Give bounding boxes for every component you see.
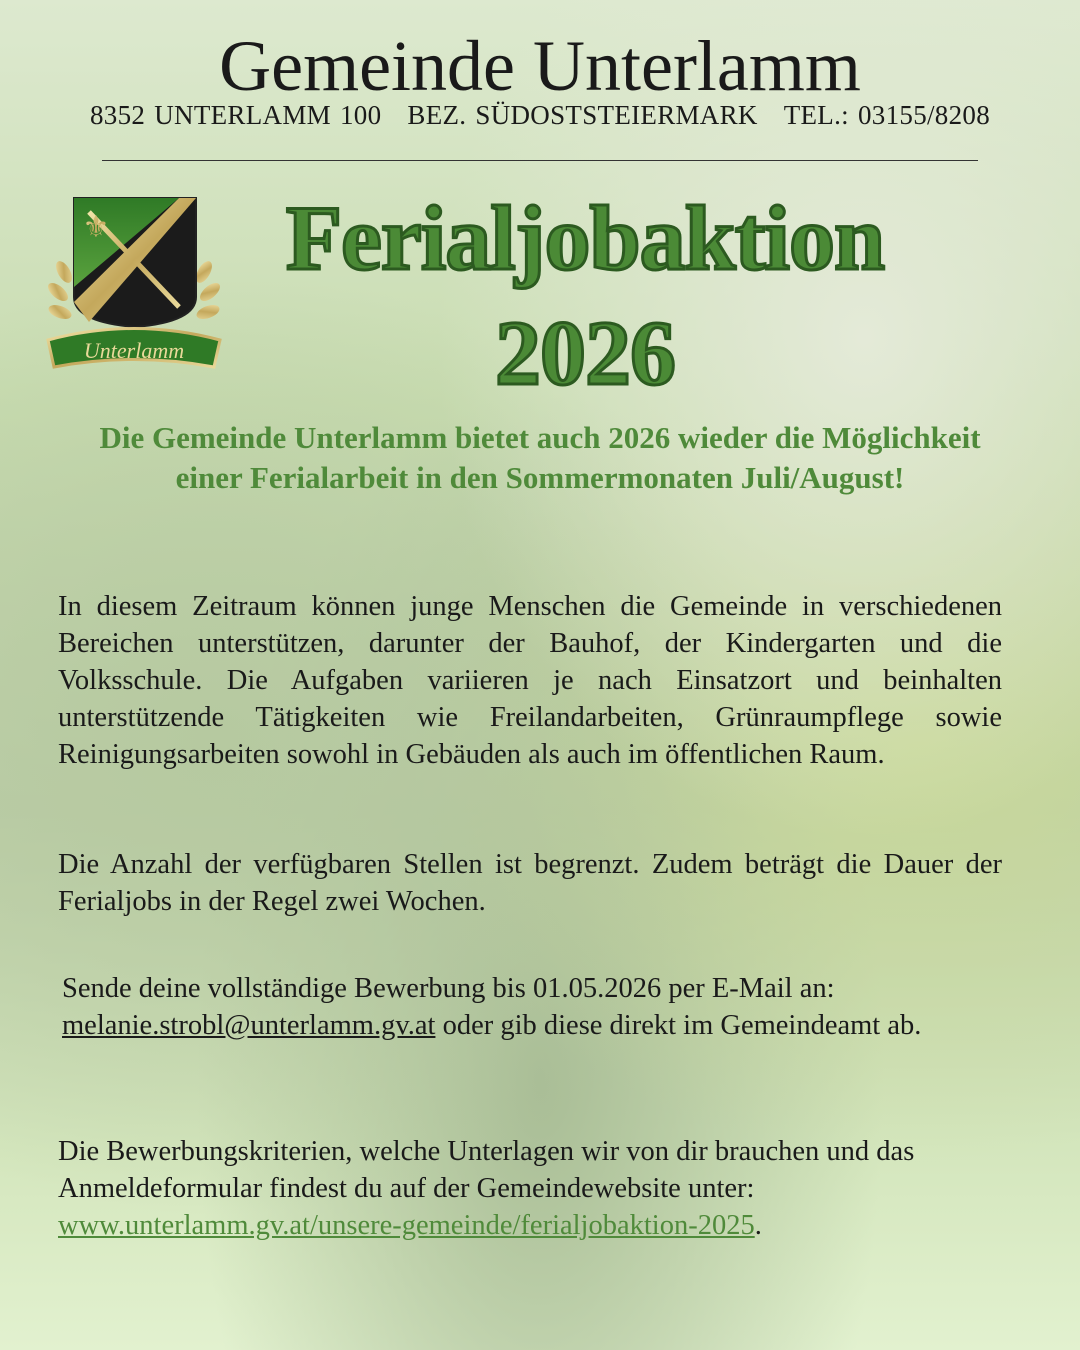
application-text-end: oder gib diese direkt im Gemeindeamt ab. (435, 1010, 922, 1041)
subtitle: Die Gemeinde Unterlamm bietet auch 2026 wieder die Möglichkeit einer Ferialarbeit in den Sommermonaten Juli/August! (99, 420, 981, 495)
criteria-text: Die Bewerbungskriterien, welche Unterlagen wir von dir brauchen und das Anmeldeformular findest du auf der Gemeindewebsite unter: (58, 1136, 915, 1204)
website-link[interactable]: www.unterlamm.gv.at/unsere-gemeinde/ferialjobaktion-2025 (58, 1210, 755, 1241)
svg-text:⚜: ⚜ (82, 211, 110, 244)
paragraph-application (62, 970, 1006, 1044)
paragraph-criteria (58, 1133, 1002, 1244)
poster-title: Ferialjobaktion (285, 187, 885, 289)
criteria-period: . (754, 1210, 762, 1241)
svg-text:Unterlamm: Unterlamm (83, 338, 185, 363)
phone: TEL.: 03155/8208 (783, 100, 990, 130)
poster-year: 2026 (495, 302, 675, 404)
unterlamm-coat-of-arms-logo (44, 192, 224, 377)
email-link[interactable]: melanie.strobl@unterlamm.gv.at (62, 1010, 436, 1041)
header-divider (102, 160, 978, 161)
address: 8352 UNTERLAMM 100 (89, 100, 382, 130)
paragraph-positions: Die Anzahl der verfügbaren Stellen ist begrenzt. Zudem beträgt die Dauer der Ferialjobs in der Regel zwei Wochen. (58, 849, 1002, 917)
municipality-title: Gemeinde Unterlamm (219, 26, 861, 106)
application-text: Sende deine vollständige Bewerbung bis 01.05.2026 per E-Mail an: (62, 973, 835, 1004)
district: BEZ. SÜDOSTSTEIERMARK (407, 100, 758, 130)
paragraph-tasks: In diesem Zeitraum können junge Menschen die Gemeinde in verschiedenen Bereichen unterstützen, darunter der Bauhof, der Kindergarten und die Volksschule. Die Aufgaben variieren je nach Einsatzort und beinhalten unterstützende Tätigkeiten wie Freilandarbeiten, Grünraumpflege sowie Reinigungsarbeiten sowohl in Gebäuden als auch im öffentlichen Raum. (58, 591, 1002, 770)
contact-line (0, 100, 1080, 131)
